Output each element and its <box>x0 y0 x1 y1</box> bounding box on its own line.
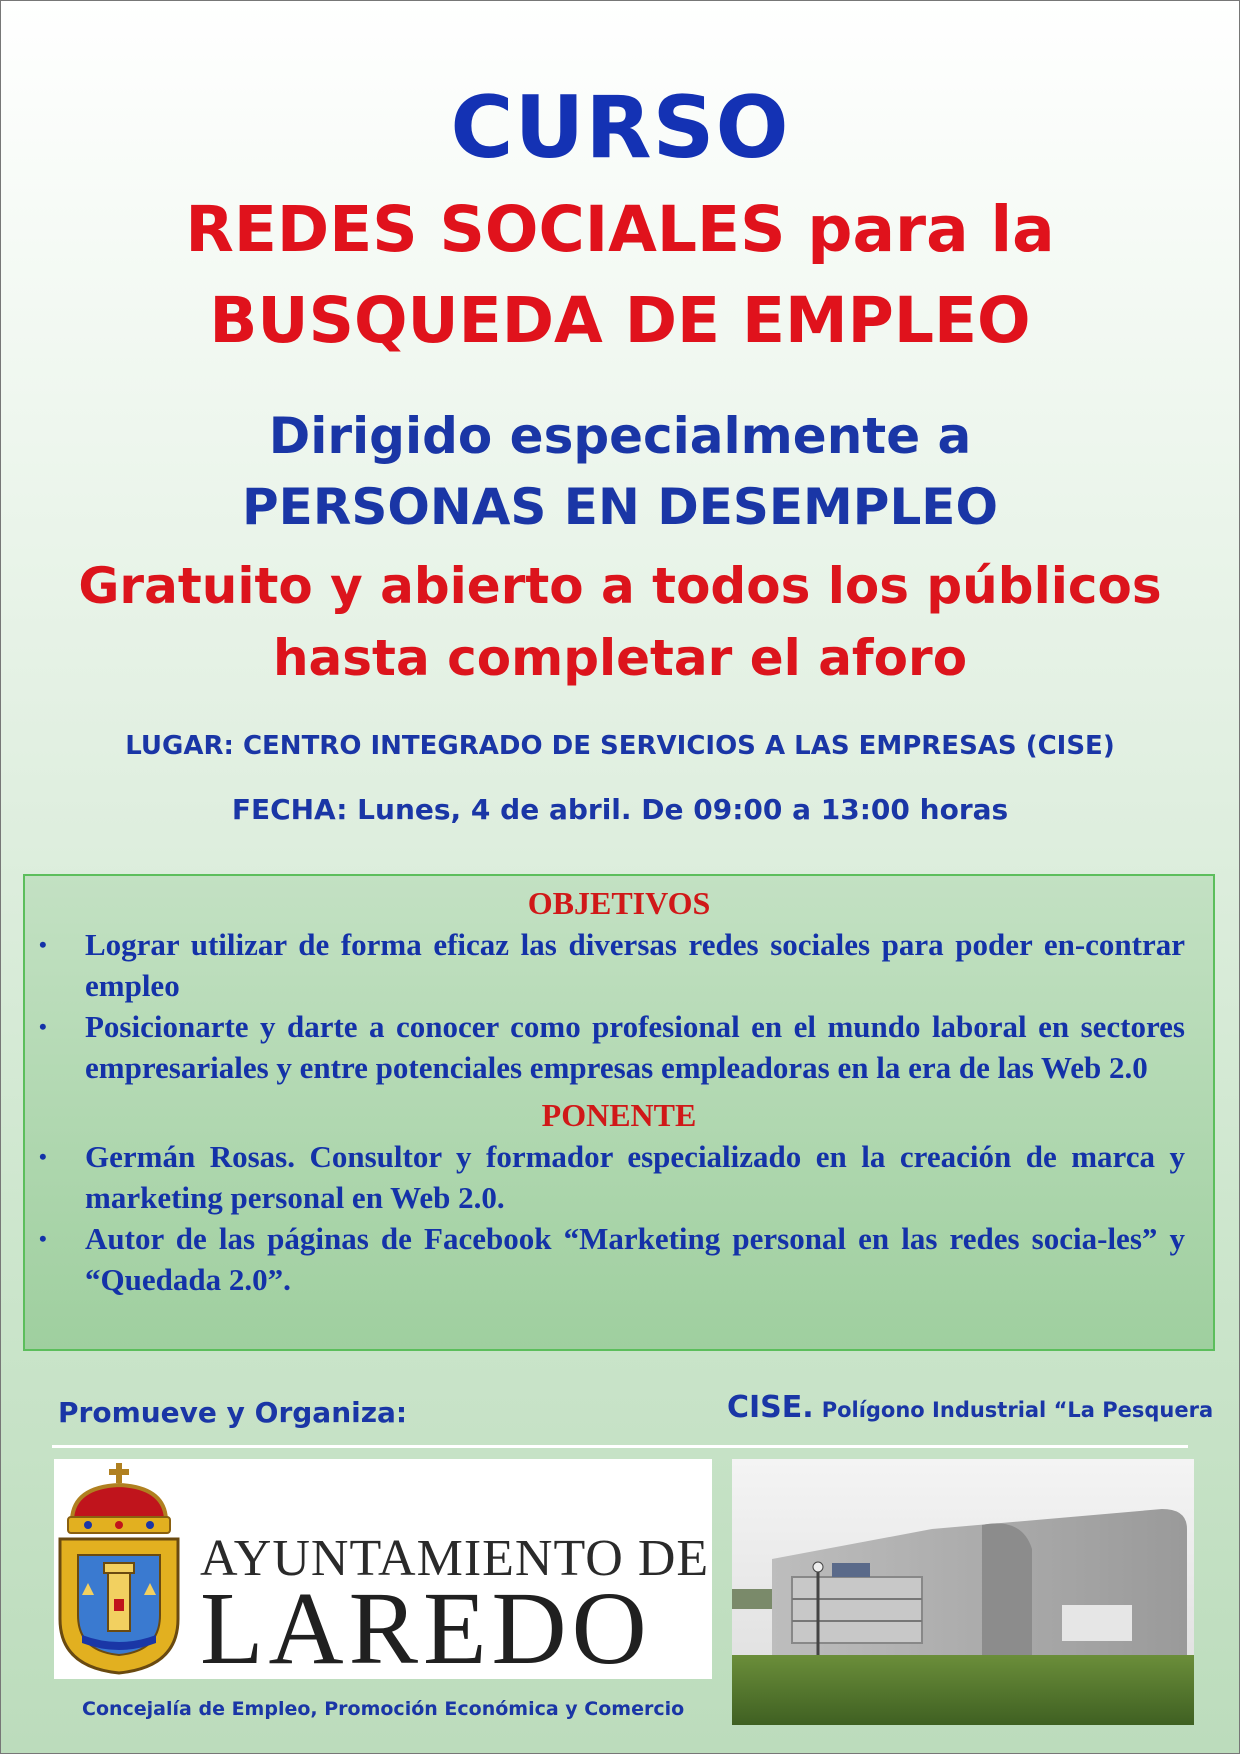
objective-item: • Lograr utilizar de forma eficaz las diversas redes sociales para poder en-contrar empleo <box>39 924 1185 1006</box>
access-line2: hasta completar el aforo <box>272 629 968 687</box>
divider <box>52 1445 1188 1448</box>
objective-item: • Posicionarte y darte a conocer como profesional en el mundo laboral en sectores empresariales y entre potenciales empresas empleadoras en la era de las Web 2.0 <box>39 1006 1185 1088</box>
coat-of-arms-icon <box>54 1459 184 1679</box>
council-logo <box>54 1459 712 1686</box>
promoter-label: Promueve y Organiza: <box>58 1396 408 1429</box>
cise-name: CISE. <box>727 1390 814 1425</box>
speaker-list <box>25 1136 1213 1300</box>
cise-building-photo <box>732 1459 1194 1725</box>
access-line1: Gratuito y abierto a todos los públicos <box>78 557 1162 615</box>
department-label: Concejalía de Empleo, Promoción Económica y Comercio <box>82 1698 685 1720</box>
speaker-item: • Germán Rosas. Consultor y formador especializado en la creación de marca y marketing personal en Web 2.0. <box>39 1136 1185 1218</box>
course-title-line1: REDES SOCIALES para la <box>185 193 1055 266</box>
place-line: LUGAR: CENTRO INTEGRADO DE SERVICIOS A LAS EMPRESAS (CISE) <box>125 731 1115 761</box>
audience-line1: Dirigido especialmente a <box>268 407 972 465</box>
course-title-line2: BUSQUEDA DE EMPLEO <box>209 284 1031 357</box>
speaker-heading: PONENTE <box>541 1097 697 1133</box>
date-line: FECHA: Lunes, 4 de abril. De 09:00 a 13:00 horas <box>231 793 1009 826</box>
objectives-list <box>25 924 1213 1088</box>
cise-address: Polígono Industrial “La Pesquera <box>821 1398 1214 1422</box>
audience-line2: PERSONAS EN DESEMPLEO <box>242 478 998 536</box>
logo-line1: AYUNTAMIENTO DE <box>200 1530 710 1587</box>
cise-address-line <box>727 1390 1213 1425</box>
info-box <box>23 874 1215 1351</box>
course-label: CURSO <box>450 78 790 178</box>
speaker-item: • Autor de las páginas de Facebook “Marketing personal en las redes socia-les” y “Quedada 2.0”. <box>39 1218 1185 1300</box>
logo-line2: LAREDO <box>200 1571 652 1686</box>
objectives-heading: OBJETIVOS <box>527 885 711 921</box>
